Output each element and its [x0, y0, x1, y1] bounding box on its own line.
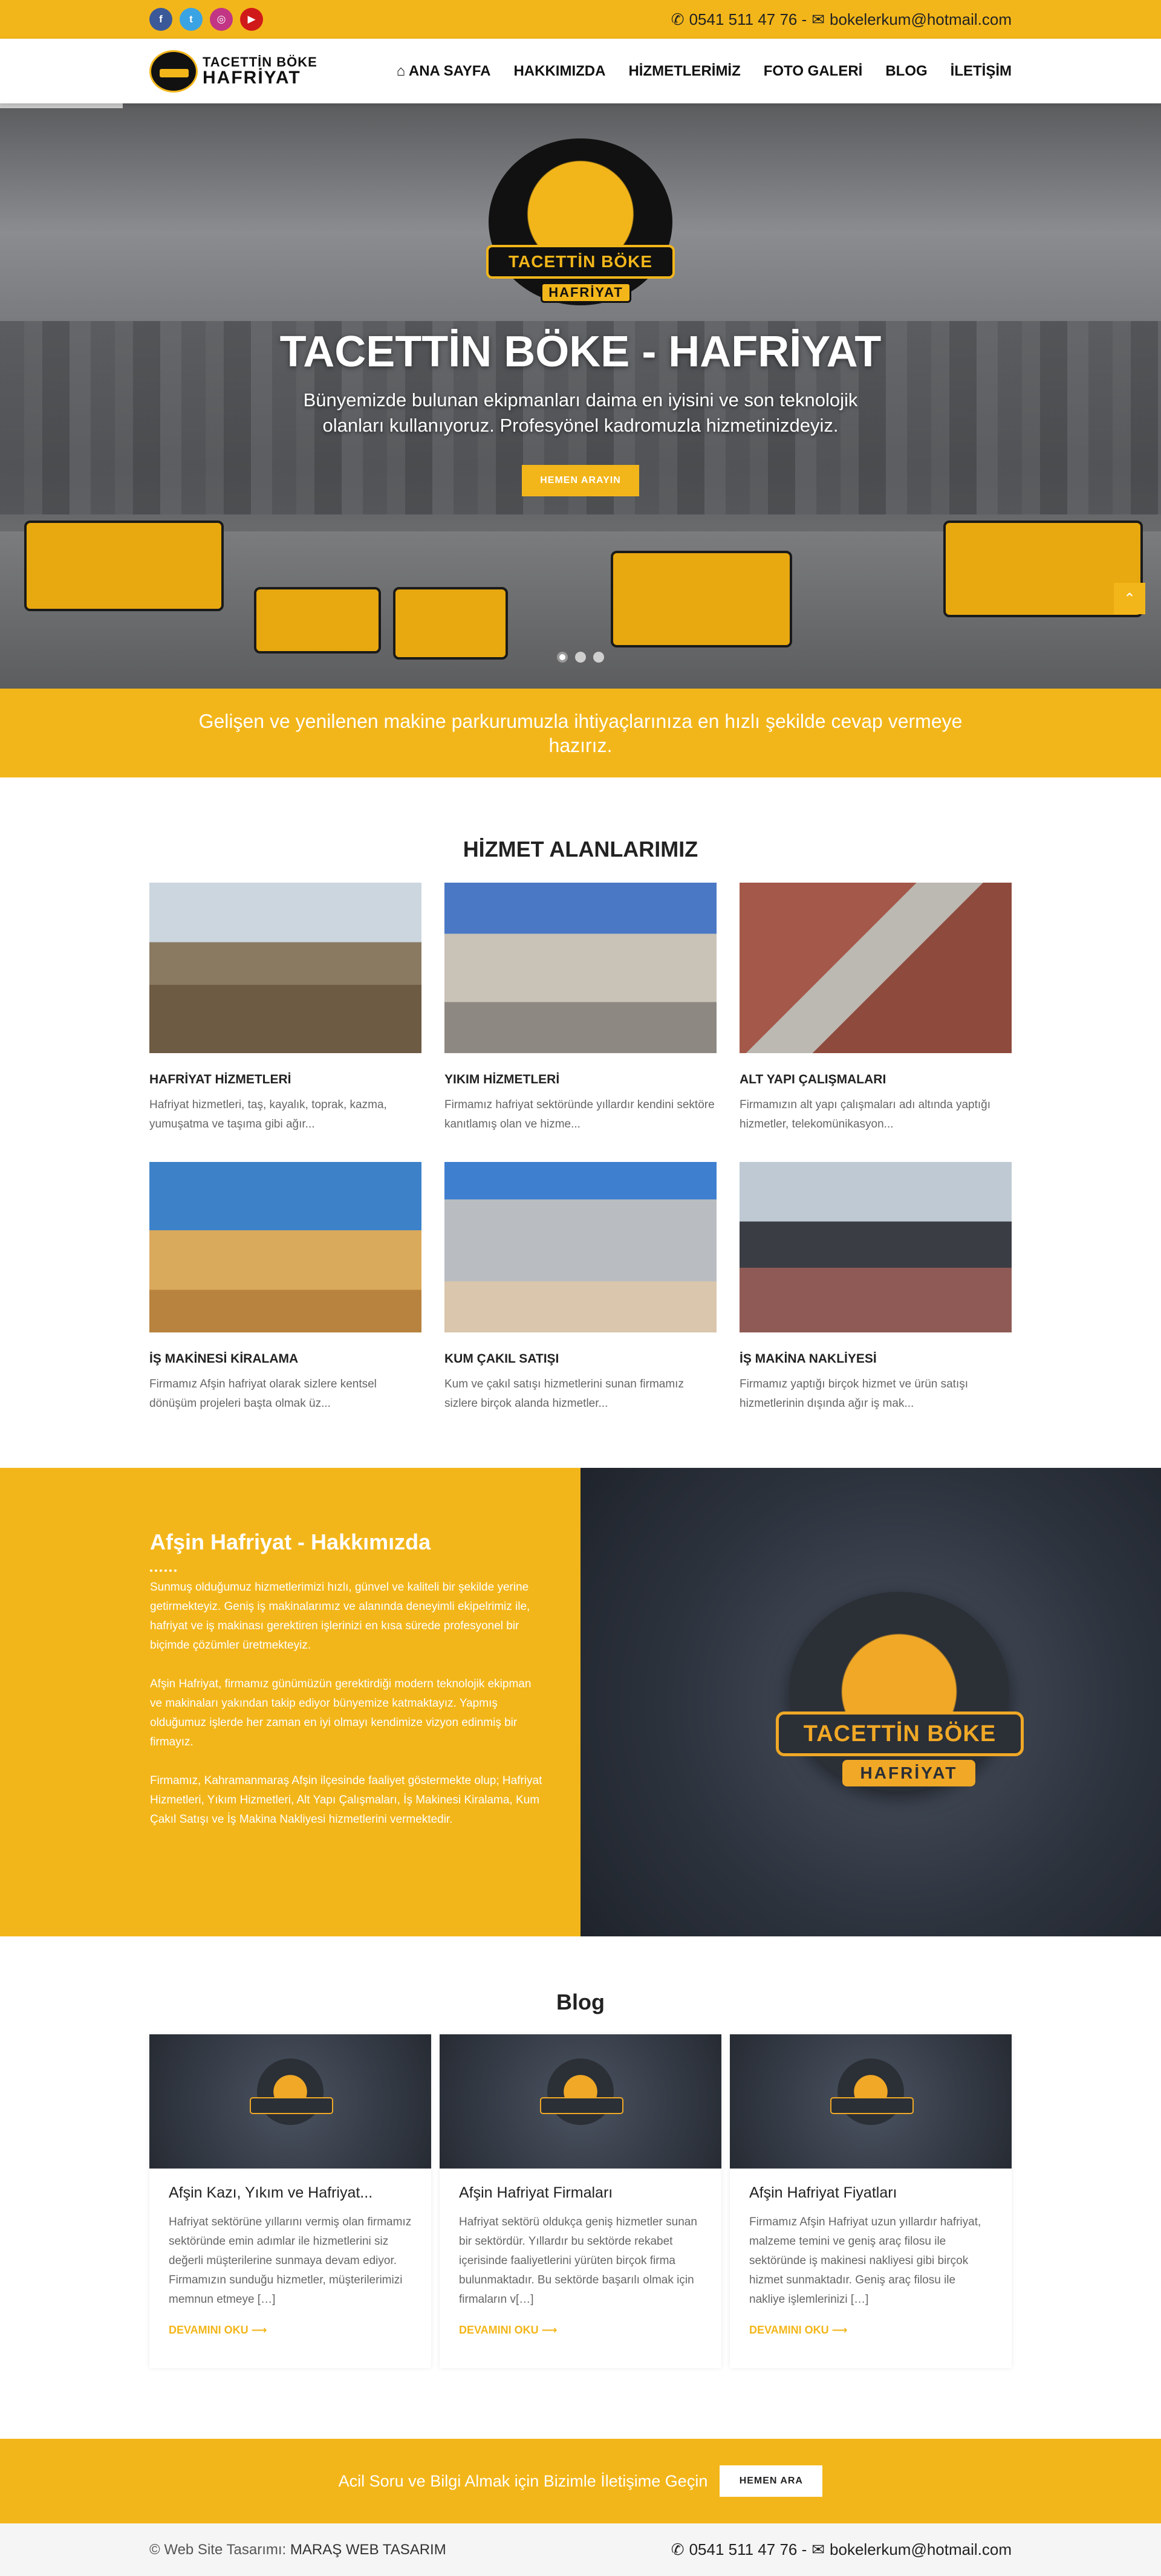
slider-progress-bar [0, 103, 123, 108]
youtube-icon[interactable]: ▶ [240, 8, 263, 31]
about-logo-badge: TACETTİN BÖKE [776, 1711, 1024, 1756]
blog-post-excerpt: Hafriyat sektörü oldukça geniş hizmetler sunan bir sektördür. Yıllardır bu sektörde rekabet içerisinde faaliyetlerini yürüten birçok firma bulunmaktadır. Bu sektörde başarılı olmak için firmaların v[…] [459, 2216, 697, 2306]
services-title: HİZMET ALANLARIMIZ [463, 837, 698, 861]
service-image-infrastructure[interactable] [740, 883, 1012, 1053]
service-card[interactable] [444, 1162, 717, 1413]
scroll-top-button[interactable]: ⌃ [1114, 583, 1145, 614]
credit-prefix: © Web Site Tasarımı: [149, 2541, 287, 2558]
call-now-button[interactable]: HEMEN ARAYIN [522, 465, 639, 496]
contact-cta [0, 2439, 1161, 2523]
blog-logo-icon [547, 2059, 614, 2125]
footer-credit [149, 2542, 446, 2558]
service-image-machine-transport[interactable] [740, 1162, 1012, 1332]
blog-section [0, 1936, 1161, 2441]
hero-text: Bünyemizde bulunan ekipmanları daima en iyisini ve son teknolojik olanları kullanıyoruz. Profesyönel kadromuzla hizmetinizdeyiz. [303, 389, 858, 436]
services-section [0, 777, 1161, 1468]
service-image-demolition[interactable] [444, 883, 717, 1053]
site-logo[interactable] [149, 50, 317, 92]
footer-email-link[interactable]: bokelerkum@hotmail.com [830, 2540, 1012, 2558]
blog-post-excerpt: Hafriyat sektörüne yıllarını vermiş olan firmamız sektöründe emin adımlar ile hizmetlerini siz değerli müşterilerine sunmaya devam ediyor. Firmamızın sunduğu hizmetler, müşterilerimizi memnun etmeye […] [169, 2216, 412, 2306]
blog-card [149, 2034, 431, 2368]
hero-machine-skid [254, 587, 381, 654]
service-card[interactable] [444, 883, 717, 1134]
blog-image[interactable] [149, 2034, 431, 2169]
about-logo-panel [580, 1468, 1161, 1936]
blog-card [440, 2034, 721, 2368]
social-links [149, 8, 263, 31]
credit-link[interactable] [290, 2542, 446, 2558]
nav-gallery[interactable]: FOTO GALERİ [763, 62, 863, 79]
logo-line-1: TACETTİN BÖKE [203, 54, 317, 70]
service-image-excavation[interactable] [149, 883, 421, 1053]
service-desc: Firmamızın alt yapı çalışmaları adı altında yaptığı hizmetler, telekomünikasyon... [740, 1098, 991, 1131]
excavator-logo-icon [149, 50, 198, 92]
hero-logo-emblem [489, 138, 672, 305]
hero-slider [0, 103, 1161, 689]
about-paragraph-3: Firmamız, Kahramanmaraş Afşin ilçesinde faaliyet göstermekte olup; Hafriyat Hizmetleri, Yıkım Hizmetleri, Alt Yapı Çalışmaları, İş Makinesi Kiralama, Kum Çakıl Satışı ve İş Makina Nakliyesi hizmetlerini vermektedir. [150, 1774, 542, 1826]
blog-logo-icon [837, 2059, 904, 2125]
service-card[interactable] [149, 883, 421, 1134]
footer-contact [671, 2540, 1012, 2559]
service-desc: Firmamız yaptığı birçok hizmet ve ürün satışı hizmetlerinin dışında ağır iş mak... [740, 1378, 969, 1410]
info-band-text: Gelişen ve yenilenen makine parkurumuzla ihtiyaçlarınıza en hızlı şekilde cevap vermeye hazırız. [198, 710, 963, 756]
service-card[interactable] [740, 1162, 1012, 1413]
hero-machine-left [24, 521, 224, 611]
slider-dots [0, 652, 1161, 663]
service-title[interactable]: İŞ MAKİNESİ KİRALAMA [149, 1352, 299, 1366]
about-title: Afşin Hafriyat - Hakkımızda [150, 1530, 431, 1554]
blog-post-title[interactable]: Afşin Hafriyat Firmaları [459, 2184, 613, 2201]
service-image-machine-rental[interactable] [149, 1162, 421, 1332]
slider-dot-1[interactable] [557, 652, 568, 663]
footer [0, 2523, 1161, 2576]
hero-machine-backhoe [943, 521, 1143, 617]
cta-text: Acil Soru ve Bilgi Almak için Bizimle İletişime Geçin [338, 2471, 708, 2490]
twitter-icon[interactable]: t [180, 8, 203, 31]
about-section [0, 1468, 1161, 1936]
hero-machine-loader [611, 551, 792, 647]
read-more-link[interactable]: DEVAMINI OKU ⟶ [749, 2324, 848, 2336]
service-title[interactable]: YIKIM HİZMETLERİ [444, 1072, 560, 1086]
blog-post-title[interactable]: Afşin Hafriyat Fiyatları [749, 2184, 897, 2201]
service-title[interactable]: KUM ÇAKIL SATIŞI [444, 1352, 559, 1366]
about-logo-sub: HAFRİYAT [842, 1760, 975, 1786]
mail-icon: ✉ [811, 10, 825, 28]
top-bar [0, 0, 1161, 39]
blog-post-title[interactable]: Afşin Kazı, Yıkım ve Hafriyat... [169, 2184, 373, 2201]
service-desc: Hafriyat hizmetleri, taş, kayalık, toprak, kazma, yumuşatma ve taşıma gibi ağır... [149, 1098, 387, 1131]
mail-icon: ✉ [811, 2540, 825, 2558]
phone-icon: ✆ [671, 10, 685, 28]
logo-text [203, 56, 317, 87]
footer-phone-link[interactable]: 0541 511 47 76 - [689, 2540, 807, 2558]
blog-image[interactable] [730, 2034, 1012, 2169]
about-paragraph-1: Sunmuş olduğumuz hizmetlerimizi hızlı, günvel ve kaliteli bir şekilde yerine getirmekteyiz. Geniş iş makinalarımız ve alanında deneyimli ekipelrimiz ile, hafriyat ve iş makinası gerektiren işlerinizi en kısa sürede profesyonel bir biçimde çözümler üretmekteyiz. [150, 1581, 530, 1652]
service-desc: Kum ve çakıl satışı hizmetlerini sunan firmamız sizlere birçok alanda hizmetler... [444, 1378, 684, 1410]
phone-icon: ✆ [671, 2540, 685, 2558]
service-title[interactable]: HAFRİYAT HİZMETLERİ [149, 1072, 291, 1086]
instagram-icon[interactable]: ◎ [210, 8, 233, 31]
call-now-cta-button[interactable]: HEMEN ARA [720, 2465, 822, 2497]
service-card[interactable] [740, 883, 1012, 1134]
blog-title: Blog [556, 1990, 605, 2014]
nav-about[interactable]: HAKKIMIZDA [513, 62, 606, 79]
service-desc: Firmamız Afşin hafriyat olarak sizlere kentsel dönüşüm projeleri başta olmak üz... [149, 1378, 377, 1410]
blog-grid [149, 2034, 1012, 2368]
top-phone-link[interactable]: 0541 511 47 76 - [689, 10, 807, 28]
service-desc: Firmamız hafriyat sektöründe yıllardır kendini sektöre kanıtlamış olan ve hizme... [444, 1098, 715, 1131]
nav-contact[interactable]: İLETİŞİM [950, 62, 1012, 79]
services-grid [149, 883, 1012, 1413]
service-title[interactable]: ALT YAPI ÇALIŞMALARI [740, 1072, 886, 1086]
credit-name: MARAŞ WEB TASARIM [290, 2541, 446, 2558]
about-text-panel [0, 1468, 580, 1936]
about-paragraph-2: Afşin Hafriyat, firmamız günümüzün gerektirdiği modern teknolojik ekipman ve makinaları yakından takip ediyor bünyemize katmaktayız. Yapmış olduğumuz işlerde her zaman en iyi olmayı kendimize vizyon edinmiş bir firmayız. [150, 1678, 532, 1748]
nav-blog[interactable]: BLOG [885, 62, 928, 79]
hero-logo-badge: TACETTİN BÖKE [486, 245, 675, 279]
wave-divider-icon [150, 1566, 177, 1572]
blog-post-excerpt: Firmamız Afşin Hafriyat uzun yıllardır hafriyat, malzeme temini ve geniş araç filosu ile sektöründe iş makinesi nakliyesi gibi birçok hizmet sunmaktadır. Geniş araç filosu ile nakliye işlemlerinizi […] [749, 2216, 981, 2306]
blog-logo-icon [257, 2059, 324, 2125]
top-email-link[interactable]: bokelerkum@hotmail.com [830, 10, 1012, 28]
main-navbar [0, 39, 1161, 103]
logo-line-2: HAFRİYAT [203, 67, 301, 88]
service-image-sand-gravel[interactable] [444, 1162, 717, 1332]
info-band [0, 689, 1161, 777]
service-card[interactable] [149, 1162, 421, 1413]
hero-title: TACETTİN BÖKE - HAFRİYAT [279, 328, 882, 376]
hero-logo-sub: HAFRİYAT [541, 282, 631, 303]
read-more-link[interactable]: DEVAMINI OKU ⟶ [459, 2324, 558, 2336]
nav-home-label: ANA SAYFA [408, 62, 491, 79]
nav-services[interactable]: HİZMETLERİMİZ [628, 62, 741, 79]
about-logo-emblem [789, 1592, 1009, 1791]
nav-home[interactable] [397, 63, 491, 80]
main-menu [397, 63, 1012, 80]
blog-image[interactable] [440, 2034, 721, 2169]
hero-machine-roller [393, 587, 508, 660]
blog-card [730, 2034, 1012, 2368]
home-icon: ⌂ [396, 62, 409, 79]
read-more-link[interactable]: DEVAMINI OKU ⟶ [169, 2324, 267, 2336]
facebook-icon[interactable]: f [149, 8, 172, 31]
slider-dot-2[interactable] [575, 652, 586, 663]
top-contact [671, 10, 1012, 29]
slider-dot-3[interactable] [593, 652, 604, 663]
service-title[interactable]: İŞ MAKİNA NAKLİYESİ [740, 1352, 877, 1366]
